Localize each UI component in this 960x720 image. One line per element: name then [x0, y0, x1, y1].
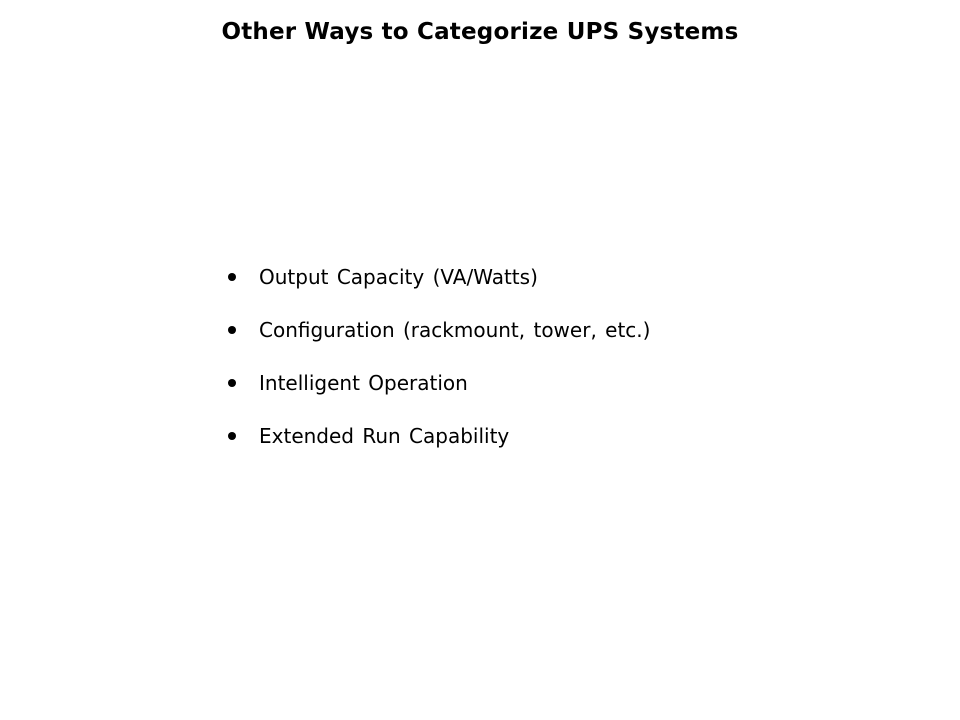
bullet-icon	[228, 273, 236, 281]
slide-title: Other Ways to Categorize UPS Systems	[221, 19, 739, 45]
bullet-icon	[228, 432, 236, 440]
bullet-icon	[228, 379, 236, 387]
bullet-text: Output Capacity (VA/Watts)	[259, 265, 538, 289]
bullet-icon	[228, 326, 236, 334]
bullet-text: Configuration (rackmount, tower, etc.)	[259, 318, 651, 342]
bullet-text: Extended Run Capability	[259, 424, 510, 448]
bullet-text: Intelligent Operation	[259, 371, 468, 395]
